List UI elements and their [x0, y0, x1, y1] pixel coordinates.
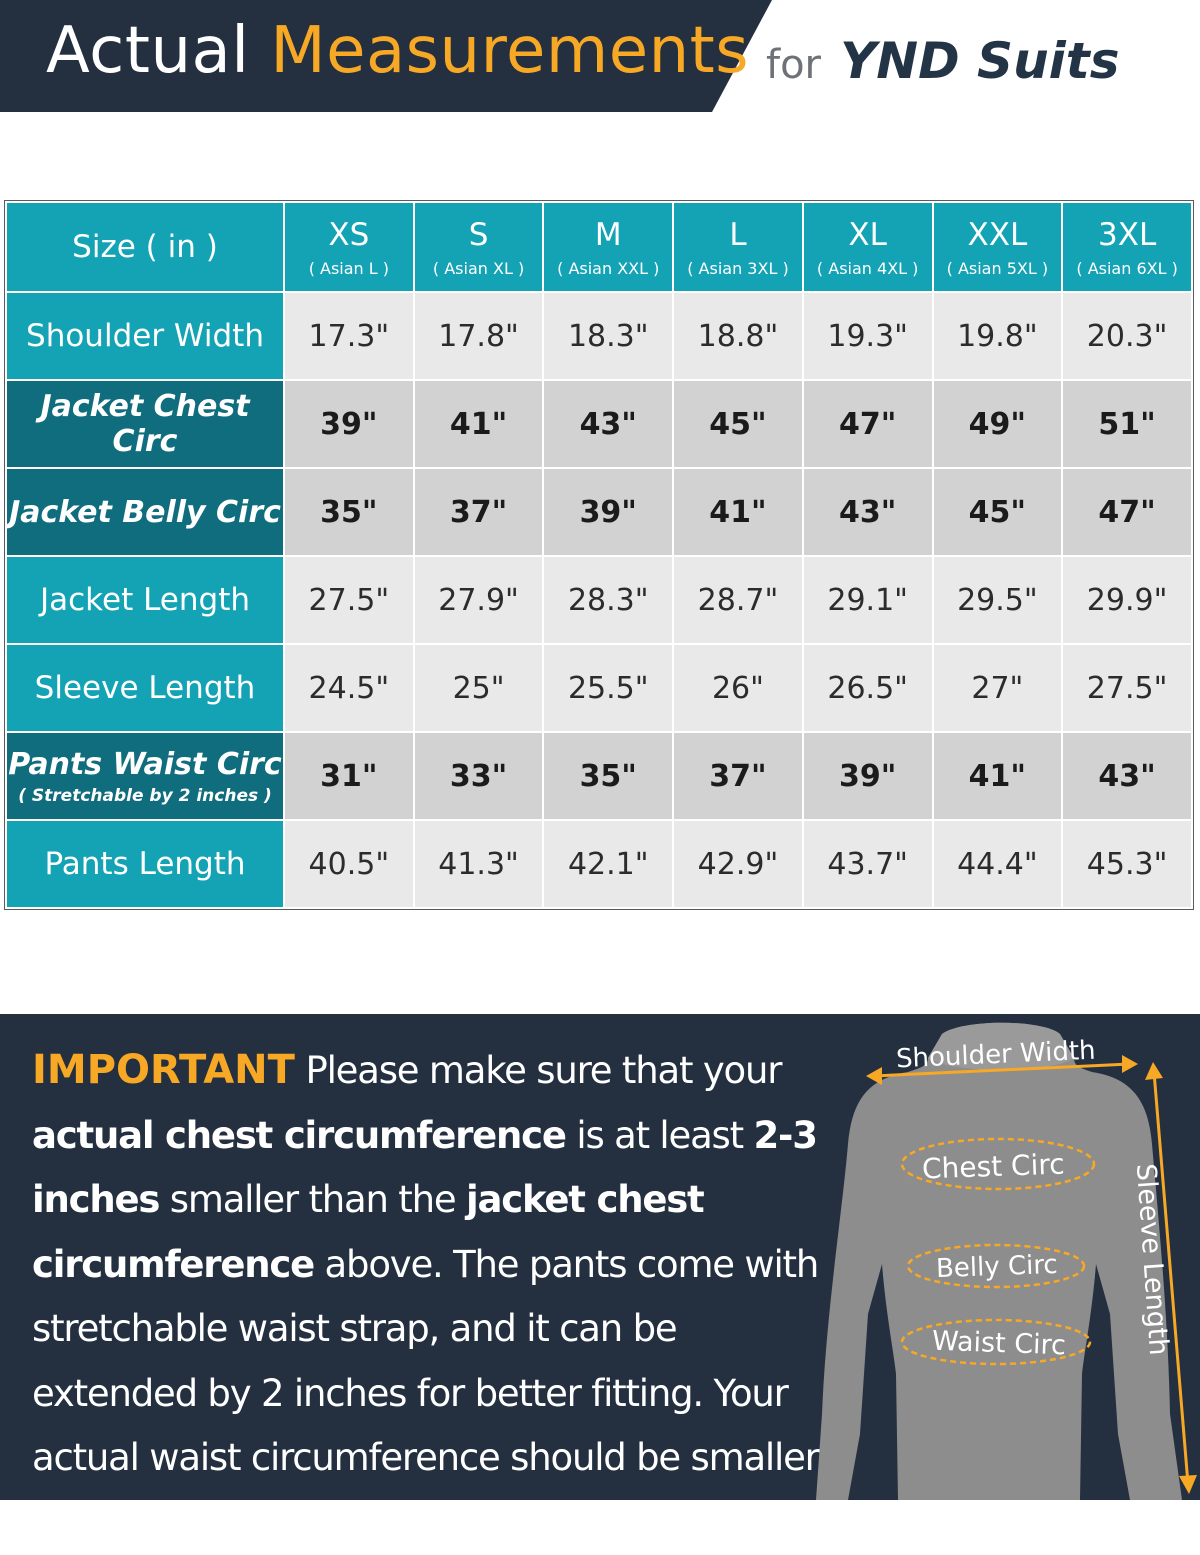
table-cell: 29.9" — [1062, 556, 1192, 644]
table-cell: 17.3" — [284, 292, 414, 380]
table-cell: 43" — [1062, 732, 1192, 820]
table-cell: 26" — [673, 644, 803, 732]
table-cell: 47" — [1062, 468, 1192, 556]
size-column-3xl: 3XL ( Asian 6XL ) — [1062, 202, 1192, 292]
subtitle-for: for — [766, 42, 821, 88]
chest-circ-label: Chest Circ — [921, 1147, 1066, 1186]
belly-circ-label: Belly Circ — [935, 1249, 1059, 1285]
table-cell: 49" — [933, 380, 1063, 468]
table-row-jacket-belly-circ — [6, 468, 1192, 556]
brand-subtitle — [766, 32, 1119, 90]
table-cell: 17.8" — [414, 292, 544, 380]
size-column-xl: XL ( Asian 4XL ) — [803, 202, 933, 292]
row-label — [6, 732, 284, 820]
page-header — [0, 0, 1200, 112]
size-header-label: Size ( in ) — [6, 202, 284, 292]
table-cell: 35" — [284, 468, 414, 556]
row-label: Jacket Belly Circ — [6, 468, 284, 556]
table-cell: 42.9" — [673, 820, 803, 908]
table-cell: 43" — [543, 380, 673, 468]
row-label-text: Pants Waist Circ — [8, 746, 282, 782]
table-cell: 27.5" — [1062, 644, 1192, 732]
title-part-actual: Actual — [46, 14, 250, 88]
table-cell: 45.3" — [1062, 820, 1192, 908]
table-cell: 28.3" — [543, 556, 673, 644]
row-label: Shoulder Width — [6, 292, 284, 380]
table-cell: 27.5" — [284, 556, 414, 644]
brand-name: YND Suits — [840, 32, 1120, 90]
table-row-sleeve-length — [6, 644, 1192, 732]
size-column-xs: XS ( Asian L ) — [284, 202, 414, 292]
table-cell: 43.7" — [803, 820, 933, 908]
table-cell: 25.5" — [543, 644, 673, 732]
table-cell: 42.1" — [543, 820, 673, 908]
table-cell: 27.9" — [414, 556, 544, 644]
table-cell: 18.3" — [543, 292, 673, 380]
table-cell: 18.8" — [673, 292, 803, 380]
title-part-measurements: Measurements — [270, 14, 750, 88]
table-cell: 41" — [933, 732, 1063, 820]
important-panel — [0, 1014, 1200, 1544]
table-cell: 28.7" — [673, 556, 803, 644]
row-label: Jacket Length — [6, 556, 284, 644]
table-cell: 19.3" — [803, 292, 933, 380]
size-column-l: L ( Asian 3XL ) — [673, 202, 803, 292]
table-cell: 19.8" — [933, 292, 1063, 380]
table-cell: 37" — [414, 468, 544, 556]
table-row-pants-waist-circ — [6, 732, 1192, 820]
table-cell: 45" — [933, 468, 1063, 556]
table-cell: 44.4" — [933, 820, 1063, 908]
size-column-m: M ( Asian XXL ) — [543, 202, 673, 292]
important-keyword: IMPORTANT — [32, 1047, 295, 1093]
table-cell: 27" — [933, 644, 1063, 732]
table-cell: 20.3" — [1062, 292, 1192, 380]
table-cell: 45" — [673, 380, 803, 468]
table-cell: 41.3" — [414, 820, 544, 908]
sleeve-length-label: Sleeve Length — [1129, 1162, 1175, 1357]
shoulder-width-label: Shoulder Width — [895, 1035, 1097, 1075]
table-cell: 35" — [543, 732, 673, 820]
size-column-xxl: XXL ( Asian 5XL ) — [933, 202, 1063, 292]
table-cell: 41" — [673, 468, 803, 556]
row-label: Pants Length — [6, 820, 284, 908]
table-cell: 31" — [284, 732, 414, 820]
table-cell: 51" — [1062, 380, 1192, 468]
measurement-figure — [812, 1014, 1200, 1500]
row-label-note: ( Stretchable by 2 inches ) — [18, 785, 272, 806]
table-cell: 33" — [414, 732, 544, 820]
table-row-jacket-length — [6, 556, 1192, 644]
table-cell: 29.1" — [803, 556, 933, 644]
table-cell: 41" — [414, 380, 544, 468]
table-cell: 40.5" — [284, 820, 414, 908]
table-cell: 39" — [543, 468, 673, 556]
size-chart-table — [5, 201, 1193, 909]
table-cell: 37" — [673, 732, 803, 820]
table-cell: 39" — [284, 380, 414, 468]
table-cell: 39" — [803, 732, 933, 820]
table-row-jacket-chest-circ — [6, 380, 1192, 468]
row-label: Sleeve Length — [6, 644, 284, 732]
page-title — [46, 14, 749, 88]
table-row-pants-length — [6, 820, 1192, 908]
important-text: IMPORTANT Please make sure that your actual chest circumference is at least 2-3 inches smaller than the jacket chest circumference above. The pants come with stretchable waist strap, and it can be extended by 2 inches for better fitting. Your actual waist circumference should be smaller than the pants waist circumference. — [32, 1047, 819, 1544]
table-cell: 25" — [414, 644, 544, 732]
waist-circ-label: Waist Circ — [931, 1325, 1067, 1362]
table-cell: 29.5" — [933, 556, 1063, 644]
table-cell: 43" — [803, 468, 933, 556]
table-cell: 26.5" — [803, 644, 933, 732]
table-cell: 47" — [803, 380, 933, 468]
row-label: Jacket Chest Circ — [6, 380, 284, 468]
table-row-shoulder-width — [6, 292, 1192, 380]
table-cell: 24.5" — [284, 644, 414, 732]
size-column-s: S ( Asian XL ) — [414, 202, 544, 292]
table-header-row — [6, 202, 1192, 292]
